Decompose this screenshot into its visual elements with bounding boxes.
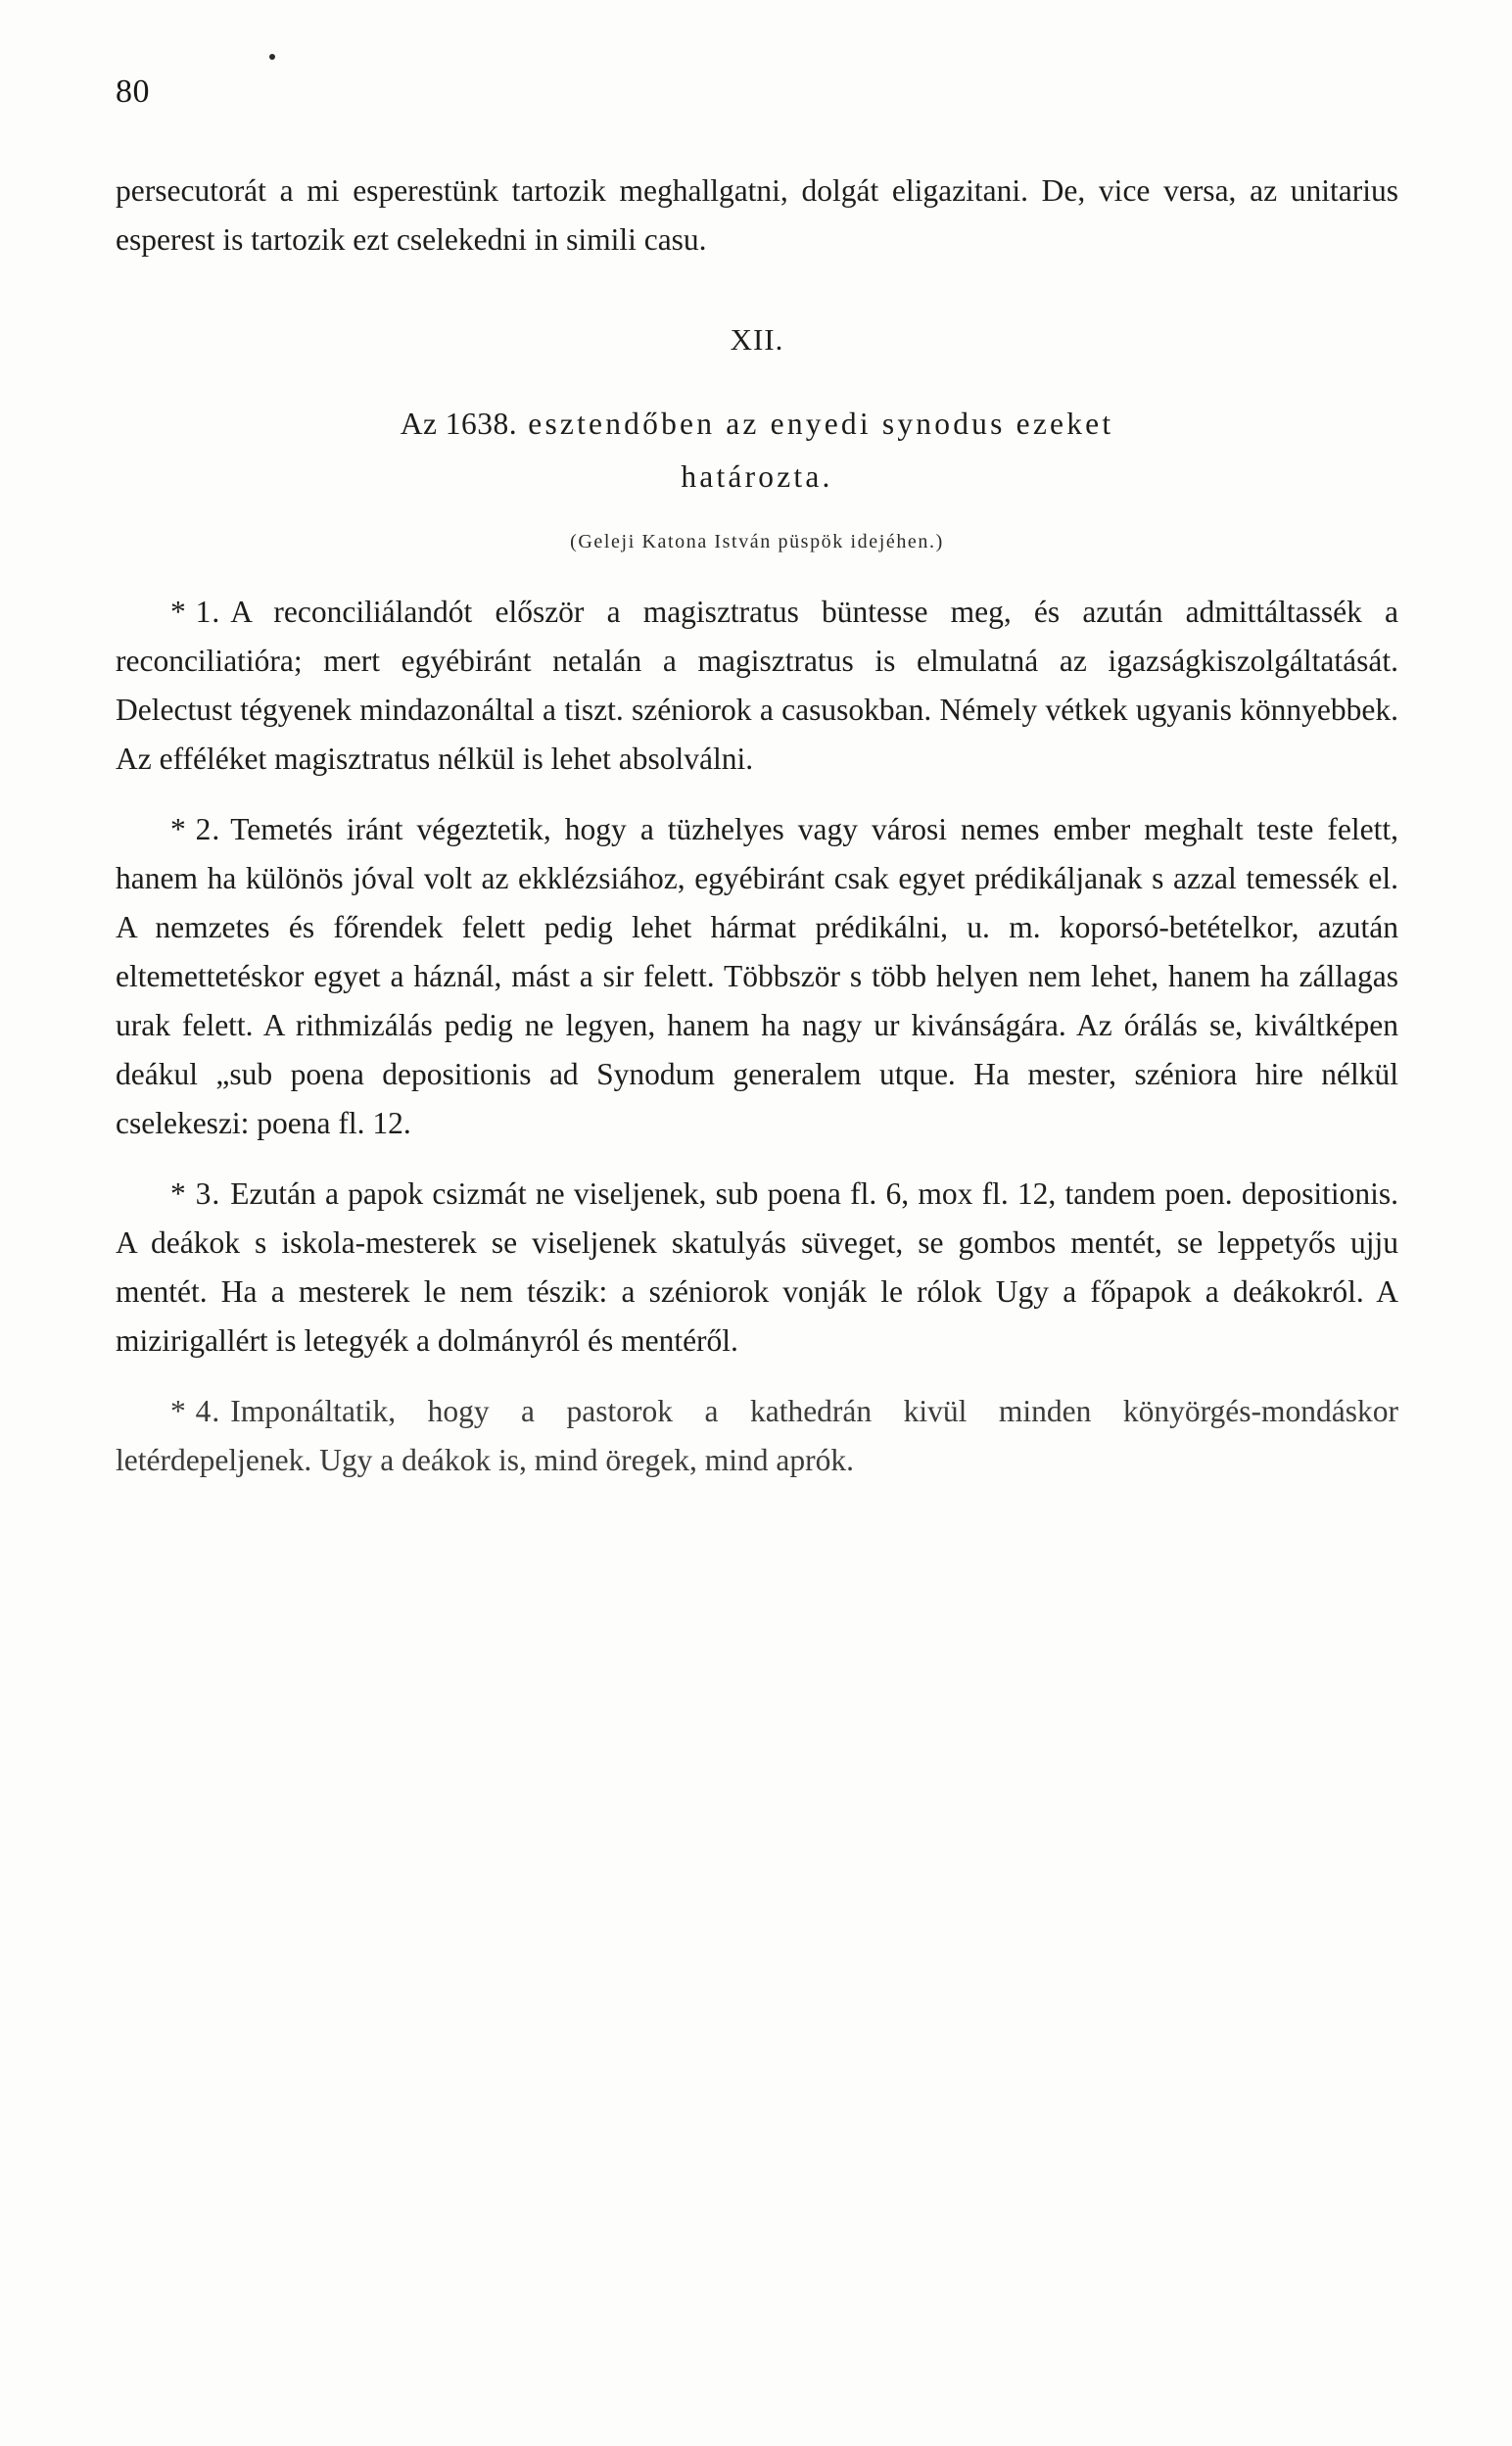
article-4-marker: * 4. — [170, 1394, 221, 1428]
article-4-body — [116, 1387, 1398, 1485]
chapter-title-line-1 — [116, 400, 1398, 449]
chapter-roman-numeral: XII. — [730, 322, 784, 357]
article-1 — [116, 588, 1398, 784]
article-3 — [116, 1170, 1398, 1366]
chapter-title-line-2: határozta. — [681, 459, 833, 494]
article-4-text: Imponáltatik, hogy a pastorok a kathedrán kivül minden könyörgés-mondáskor letérdepeljenek. Ugy a deákok is, mind öregek, mind aprók. — [116, 1394, 1398, 1477]
stray-ink-dot — [269, 54, 275, 60]
article-1-text: A reconciliálandót először a magisztratus büntesse meg, és azután admittáltassék a reconciliatióra; mert egyébiránt netalán a magisztratus is elmulatná az igazságkiszolgáltatását. Delectust tégyenek mindazonáltal a tiszt. széniorok a casusokban. Némely vétkek ugyanis könnyebbek. Az efféléket magisztratus nélkül is lehet absolválni. — [116, 595, 1398, 776]
page-content — [116, 167, 1398, 1485]
article-2-text: Temetés iránt végeztetik, hogy a tüzhelyes vagy városi nemes ember meghalt teste felett, hanem ha különös jóval volt az ekklézsiához, egyébiránt csak egyet prédikáljanak s azzal temessék el. A nemzetes és főrendek felett pedig lehet hármat prédikálni, u. m. koporsó-betételkor, azután eltemettetéskor egyet a háznál, mást a sir felett. Többször s több helyen nem lehet, hanem ha zállagas urak felett. A rithmizálás pedig ne legyen, hanem ha nagy ur kivánságára. Az órálás se, kiváltképen deákul „sub poena depositionis ad Synodum generalem utque. Ha mester, széniora hire nélkül cselekeszi: poena fl. 12. — [116, 812, 1398, 1140]
article-2 — [116, 805, 1398, 1148]
article-2-marker: * 2. — [170, 812, 221, 846]
article-3-body — [116, 1170, 1398, 1366]
chapter-title-rest: esztendőben az enyedi synodus ezeket — [528, 407, 1114, 441]
page-number: 80 — [116, 73, 150, 110]
article-1-body — [116, 588, 1398, 784]
article-1-marker: * 1. — [170, 595, 221, 629]
chapter-subtitle: (Geleji Katona István püspök idejéhen.) — [570, 531, 944, 552]
opening-paragraph: persecutorát a mi esperestünk tartozik meghallgatni, dolgát eligazitani. De, vice versa, az unitarius esperest is tartozik ezt cselekedni in simili casu. — [116, 173, 1398, 257]
article-3-text: Ezután a papok csizmát ne viseljenek, sub poena fl. 6, mox fl. 12, tandem poen. depositionis. A deákok s iskola-mesterek se viseljenek skatulyás süveget, se gombos mentét, se leppetyős ujju mentét. Ha a mesterek le nem tészik: a széniorok vonják le rólok Ugy a főpapok a deákokról. A mizirigallért is letegyék a dolmányról és mentéről. — [116, 1176, 1398, 1358]
article-2-body — [116, 805, 1398, 1148]
chapter-title-lead: Az 1638. — [400, 407, 518, 441]
article-4 — [116, 1387, 1398, 1485]
article-3-marker: * 3. — [170, 1176, 221, 1211]
